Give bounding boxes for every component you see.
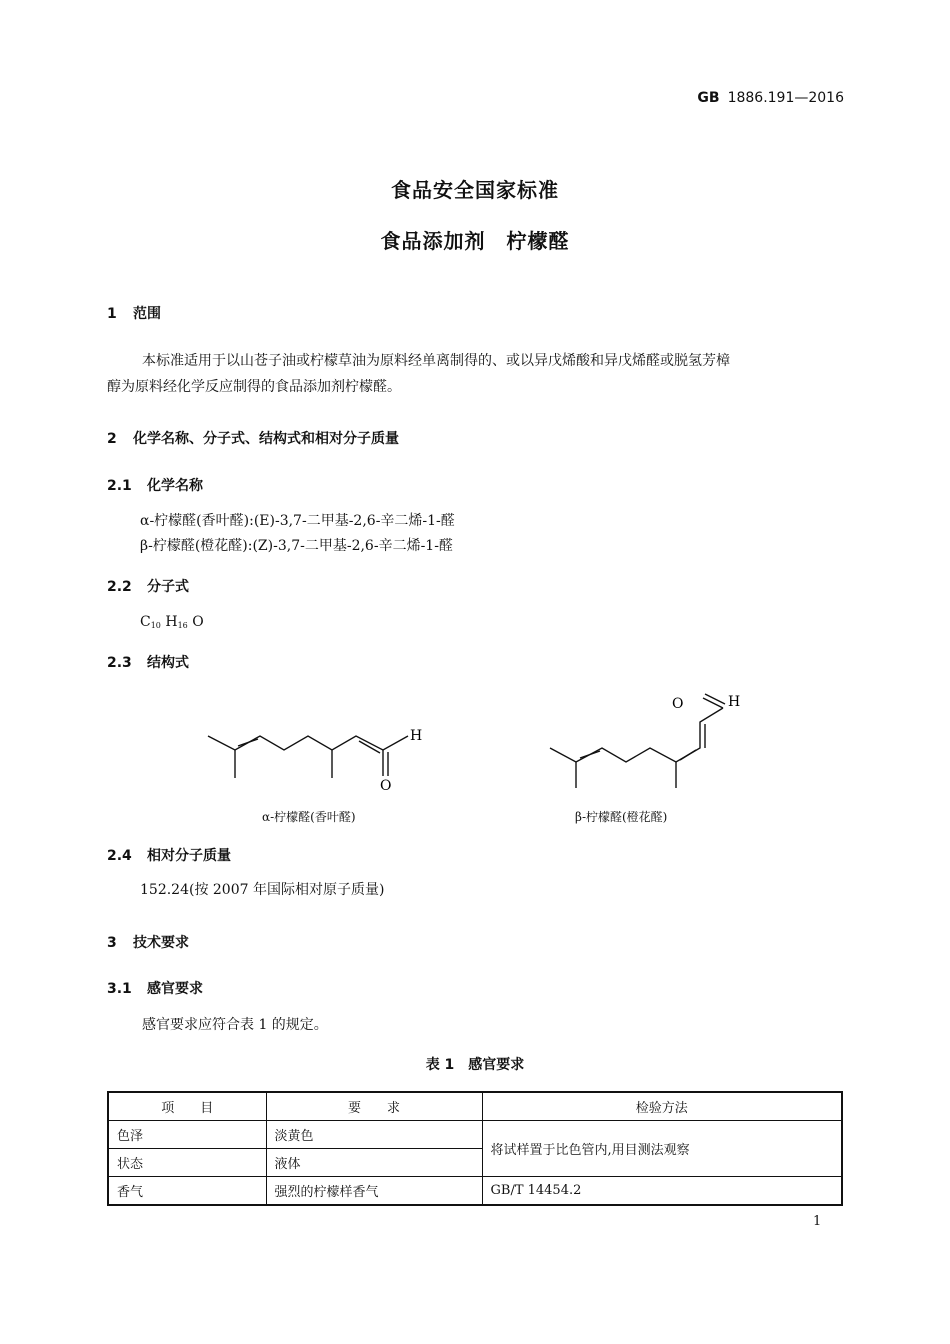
table-1-caption: 表 1 感官要求: [425, 1057, 525, 1073]
alpha-citral-structure: [200, 718, 440, 798]
section-title: 化学名称、分子式、结构式和相对分子质量: [133, 431, 399, 447]
cell-requirement: 液体: [266, 1149, 482, 1177]
document-title-main: 食品安全国家标准: [391, 178, 559, 202]
section-number: 2.3: [107, 655, 132, 671]
beta-structure-label: β-柠檬醛(橙花醛): [575, 810, 668, 824]
section-1-heading: [107, 303, 161, 323]
formula-c: C: [140, 614, 151, 630]
header-method: 检验方法: [482, 1092, 842, 1121]
table-row: [108, 1177, 842, 1206]
cell-method: GB/T 14454.2: [482, 1177, 842, 1206]
cell-item: 色泽: [108, 1121, 266, 1149]
header-item: 项 目: [108, 1092, 266, 1121]
section-2-heading: [107, 428, 399, 448]
cell-method: 将试样置于比色管内,用目测法观察: [482, 1121, 842, 1177]
standard-number: 1886.191—2016: [727, 90, 844, 106]
section-2-3-heading: [107, 652, 189, 672]
formula-h: H: [165, 614, 178, 630]
section-title: 结构式: [147, 655, 189, 671]
section-title: 范围: [133, 306, 161, 322]
section-number: 3.1: [107, 981, 132, 997]
cell-item: 香气: [108, 1177, 266, 1206]
section-number: 2.2: [107, 579, 132, 595]
header-requirement: 要 求: [266, 1092, 482, 1121]
standard-code: [697, 90, 844, 106]
section-number: 2.4: [107, 848, 132, 864]
alpha-atom-o: O: [380, 778, 392, 794]
scope-paragraph-line1: 本标准适用于以山苍子油或柠檬草油为原料经单离制得的、或以异戊烯酸和异戊烯醛或脱氢芳樟: [142, 353, 730, 369]
molecular-formula: [140, 609, 204, 639]
alpha-atom-h: H: [410, 728, 423, 744]
formula-c-count: 10: [150, 621, 161, 630]
section-title: 感官要求: [147, 981, 203, 997]
beta-atom-o: O: [672, 696, 684, 712]
beta-citral-structure: [540, 690, 760, 800]
section-number: 1: [107, 306, 117, 322]
alpha-structure-label: α-柠檬醛(香叶醛): [262, 810, 356, 824]
table-row: [108, 1121, 842, 1149]
gb-prefix: GB: [697, 90, 720, 106]
formula-h-count: 16: [177, 621, 188, 630]
section-number: 2: [107, 431, 117, 447]
cell-item: 状态: [108, 1149, 266, 1177]
alpha-citral-name: α-柠檬醛(香叶醛):(E)-3,7-二甲基-2,6-辛二烯-1-醛: [140, 513, 455, 529]
section-title: 化学名称: [147, 478, 203, 494]
scope-paragraph-line2: 醇为原料经化学反应制得的食品添加剂柠檬醛。: [107, 379, 401, 395]
section-2-4-heading: [107, 845, 231, 865]
section-3-heading: [107, 932, 189, 952]
page-number: 1: [813, 1214, 822, 1229]
beta-citral-name: β-柠檬醛(橙花醛):(Z)-3,7-二甲基-2,6-辛二烯-1-醛: [140, 538, 453, 554]
formula-o: O: [192, 614, 204, 630]
document-title-sub: 食品添加剂 柠檬醛: [380, 229, 570, 253]
sensory-requirement-paragraph: 感官要求应符合表 1 的规定。: [142, 1017, 328, 1033]
section-title: 相对分子质量: [147, 848, 231, 864]
cell-requirement: 淡黄色: [266, 1121, 482, 1149]
section-2-1-heading: [107, 475, 203, 495]
table-header-row: [108, 1092, 842, 1121]
section-title: 技术要求: [133, 935, 189, 951]
section-title: 分子式: [147, 579, 189, 595]
section-2-2-heading: [107, 576, 189, 596]
section-3-1-heading: [107, 978, 203, 998]
beta-atom-h: H: [728, 694, 741, 710]
section-number: 2.1: [107, 478, 132, 494]
molecular-mass-value: 152.24(按 2007 年国际相对原子质量): [140, 882, 385, 898]
sensory-requirements-table: [107, 1091, 843, 1206]
section-number: 3: [107, 935, 117, 951]
cell-requirement: 强烈的柠檬样香气: [266, 1177, 482, 1206]
